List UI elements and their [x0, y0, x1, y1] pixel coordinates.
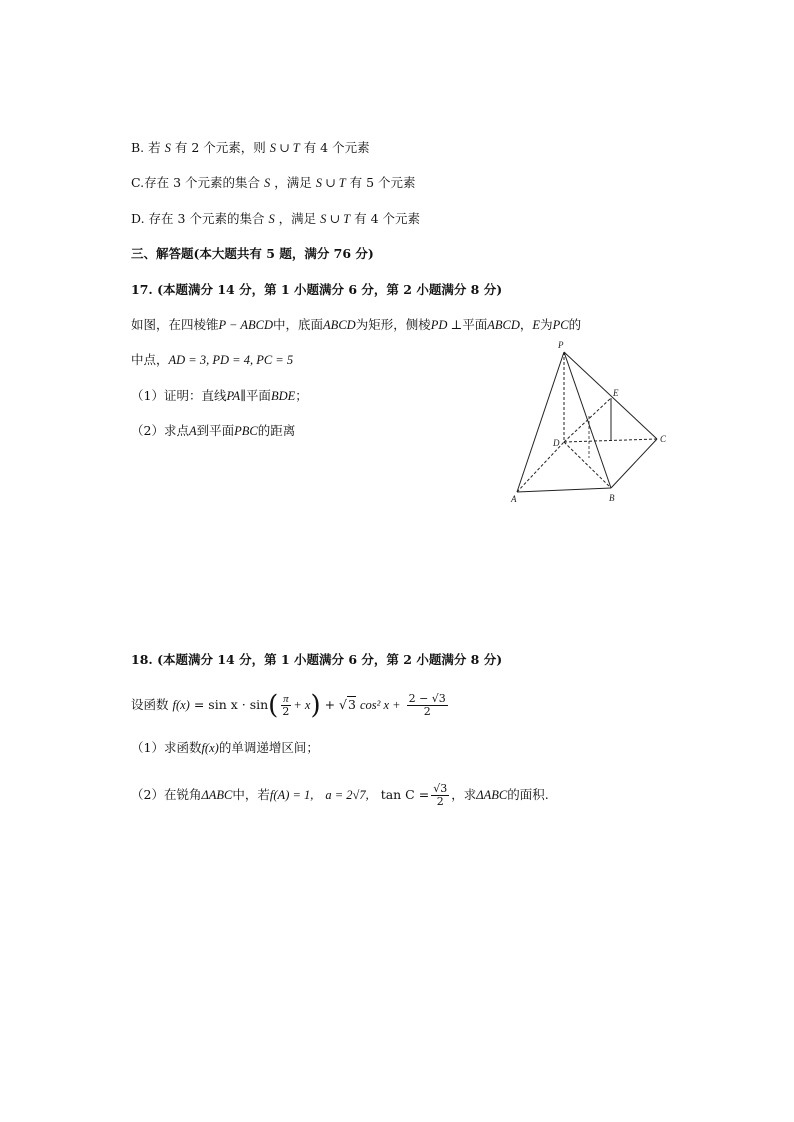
edge-de	[564, 398, 611, 442]
q18-heading: 18. (本题满分 14 分，第 1 小题满分 6 分，第 2 小题满分 8 分)	[131, 652, 503, 667]
q18-left-paren: (	[268, 690, 279, 721]
q18-part2-text: （2）在锐角	[131, 787, 202, 802]
q17-part2-text: （2）求点	[131, 423, 189, 438]
q18-part1-text: （1）求函数	[131, 740, 202, 755]
q18-part2-fa: f(A) = 1,	[269, 788, 314, 802]
option-b	[131, 140, 370, 156]
option-d-label: D.	[131, 211, 145, 226]
option-d-text-1: 存在 3 个元素的集合	[148, 211, 265, 226]
label-a: A	[511, 494, 517, 504]
option-d	[131, 211, 420, 227]
q17-stem-math: PC	[552, 318, 569, 332]
pyramid-svg	[505, 338, 675, 506]
frac-numerator: 2 − √3	[408, 692, 446, 705]
option-b-union: S ∪ T	[269, 141, 300, 155]
q18-stem-text: 设函数	[131, 697, 169, 712]
q17-heading: 17. (本题满分 14 分，第 1 小题满分 6 分，第 2 小题满分 8 分)	[131, 282, 503, 297]
option-c-label: C.存在 3 个元素的集合	[131, 175, 260, 190]
q18-plus-x: + x	[293, 698, 311, 712]
option-c-text-3: 有 5 个元素	[349, 175, 416, 190]
option-d-text-2: ，满足	[278, 211, 317, 226]
frac-numerator: √3	[433, 782, 448, 795]
q17-part-2	[131, 423, 295, 439]
q18-fx: f(x)	[172, 698, 190, 712]
q17-stem-text: 平面	[462, 317, 488, 332]
q18-part-2	[131, 778, 549, 812]
q17-stem-line-2	[131, 352, 293, 368]
q18-part2-text: ，求	[451, 787, 477, 802]
pyramid-figure	[505, 338, 675, 506]
q18-sin-part: = sin x · sin	[193, 697, 269, 712]
option-d-set-s: S	[268, 212, 275, 226]
q17-part2-math: PBC	[234, 424, 258, 438]
q18-part2-triangle: ΔABC	[476, 788, 508, 802]
option-d-union: S ∪ T	[320, 212, 351, 226]
option-c-text-2: ，满足	[274, 175, 312, 190]
q17-stem-line-1	[131, 317, 581, 333]
q17-given-values: AD = 3, PD = 4, PC = 5	[168, 353, 294, 367]
label-p: P	[558, 340, 564, 350]
q17-stem-text: ，	[519, 317, 533, 332]
q18-part2-triangle: ΔABC	[201, 788, 233, 802]
q17-part-1	[131, 388, 308, 404]
edge-bc	[611, 439, 657, 488]
q17-part2-math: A	[188, 424, 197, 438]
q18-part1-fx: f(x)	[201, 741, 219, 755]
q18-frac-pi-over-2	[280, 693, 291, 718]
frac-numerator: π	[283, 693, 289, 705]
edge-ab	[517, 488, 611, 492]
q17-stem-math: ABCD	[487, 318, 520, 332]
label-e: E	[613, 388, 619, 398]
option-c-union: S ∪ T	[315, 176, 346, 190]
q18-stem	[131, 688, 450, 722]
q17-stem-text: 为矩形，侧棱	[355, 317, 431, 332]
q17-part2-text: 到平面	[196, 423, 235, 438]
q17-part1-parallel: ∥	[240, 388, 246, 403]
q18-plus: +	[324, 697, 336, 712]
label-b: B	[609, 493, 615, 503]
edge-db	[564, 442, 611, 488]
label-d: D	[553, 438, 560, 448]
option-c	[131, 175, 416, 191]
option-d-text-3: 有 4 个元素	[354, 211, 420, 226]
q17-stem-math: P − ABCD	[218, 318, 274, 332]
q18-part2-side-a: a = 2√7,	[325, 788, 369, 802]
section-heading: 三、解答题(本大题共有 5 题，满分 76 分)	[131, 246, 374, 261]
option-b-text-1: 若	[148, 140, 161, 155]
option-b-label: B.	[131, 140, 145, 155]
q17-stem-math: PD ⊥	[430, 318, 463, 332]
q17-stem-text: 中点，	[131, 352, 169, 367]
q17-stem-math: ABCD	[323, 318, 356, 332]
option-c-set-s: S	[263, 176, 271, 190]
q18-frac-sqrt3-over-2	[431, 783, 449, 808]
q18-cos-part: cos² x +	[359, 698, 401, 712]
q17-stem-text: 中，底面	[273, 317, 324, 332]
option-b-text-2: 有 2 个元素，则	[174, 140, 266, 155]
q18-part2-tan: tan C =	[380, 787, 430, 802]
q17-part1-text: （1）证明：直线	[131, 388, 227, 403]
q17-part1-text: ；	[295, 388, 308, 403]
q17-part1-text: 平面	[245, 388, 271, 403]
edge-pa	[517, 352, 564, 492]
q17-stem-text: 的	[568, 317, 582, 332]
q17-stem-text: 如图，在四棱锥	[131, 317, 219, 332]
q18-sqrt3: 3	[348, 697, 356, 712]
q18-sqrt-symbol: √	[339, 697, 348, 712]
q17-stem-text: 为	[540, 317, 553, 332]
frac-denominator: 2	[436, 795, 444, 808]
q17-stem-math: E	[532, 318, 541, 332]
frac-denominator: 2	[423, 705, 431, 718]
q18-part2-text: 的面积.	[507, 787, 549, 802]
option-b-set-s: S	[164, 141, 171, 155]
q17-part1-math: BDE	[270, 389, 296, 403]
q17-part1-math: PA	[226, 389, 241, 403]
edge-ad	[517, 442, 564, 492]
frac-denominator: 2	[282, 705, 290, 718]
q18-part-1	[131, 740, 319, 756]
label-c: C	[660, 434, 667, 444]
q17-part2-text: 的距离	[257, 423, 296, 438]
q18-right-paren: )	[310, 690, 321, 721]
q18-part2-text: 中，若	[232, 787, 270, 802]
q18-part1-text: 的单调递增区间；	[218, 740, 319, 755]
option-b-text-3: 有 4 个元素	[303, 140, 370, 155]
q18-frac-constant	[407, 693, 448, 718]
